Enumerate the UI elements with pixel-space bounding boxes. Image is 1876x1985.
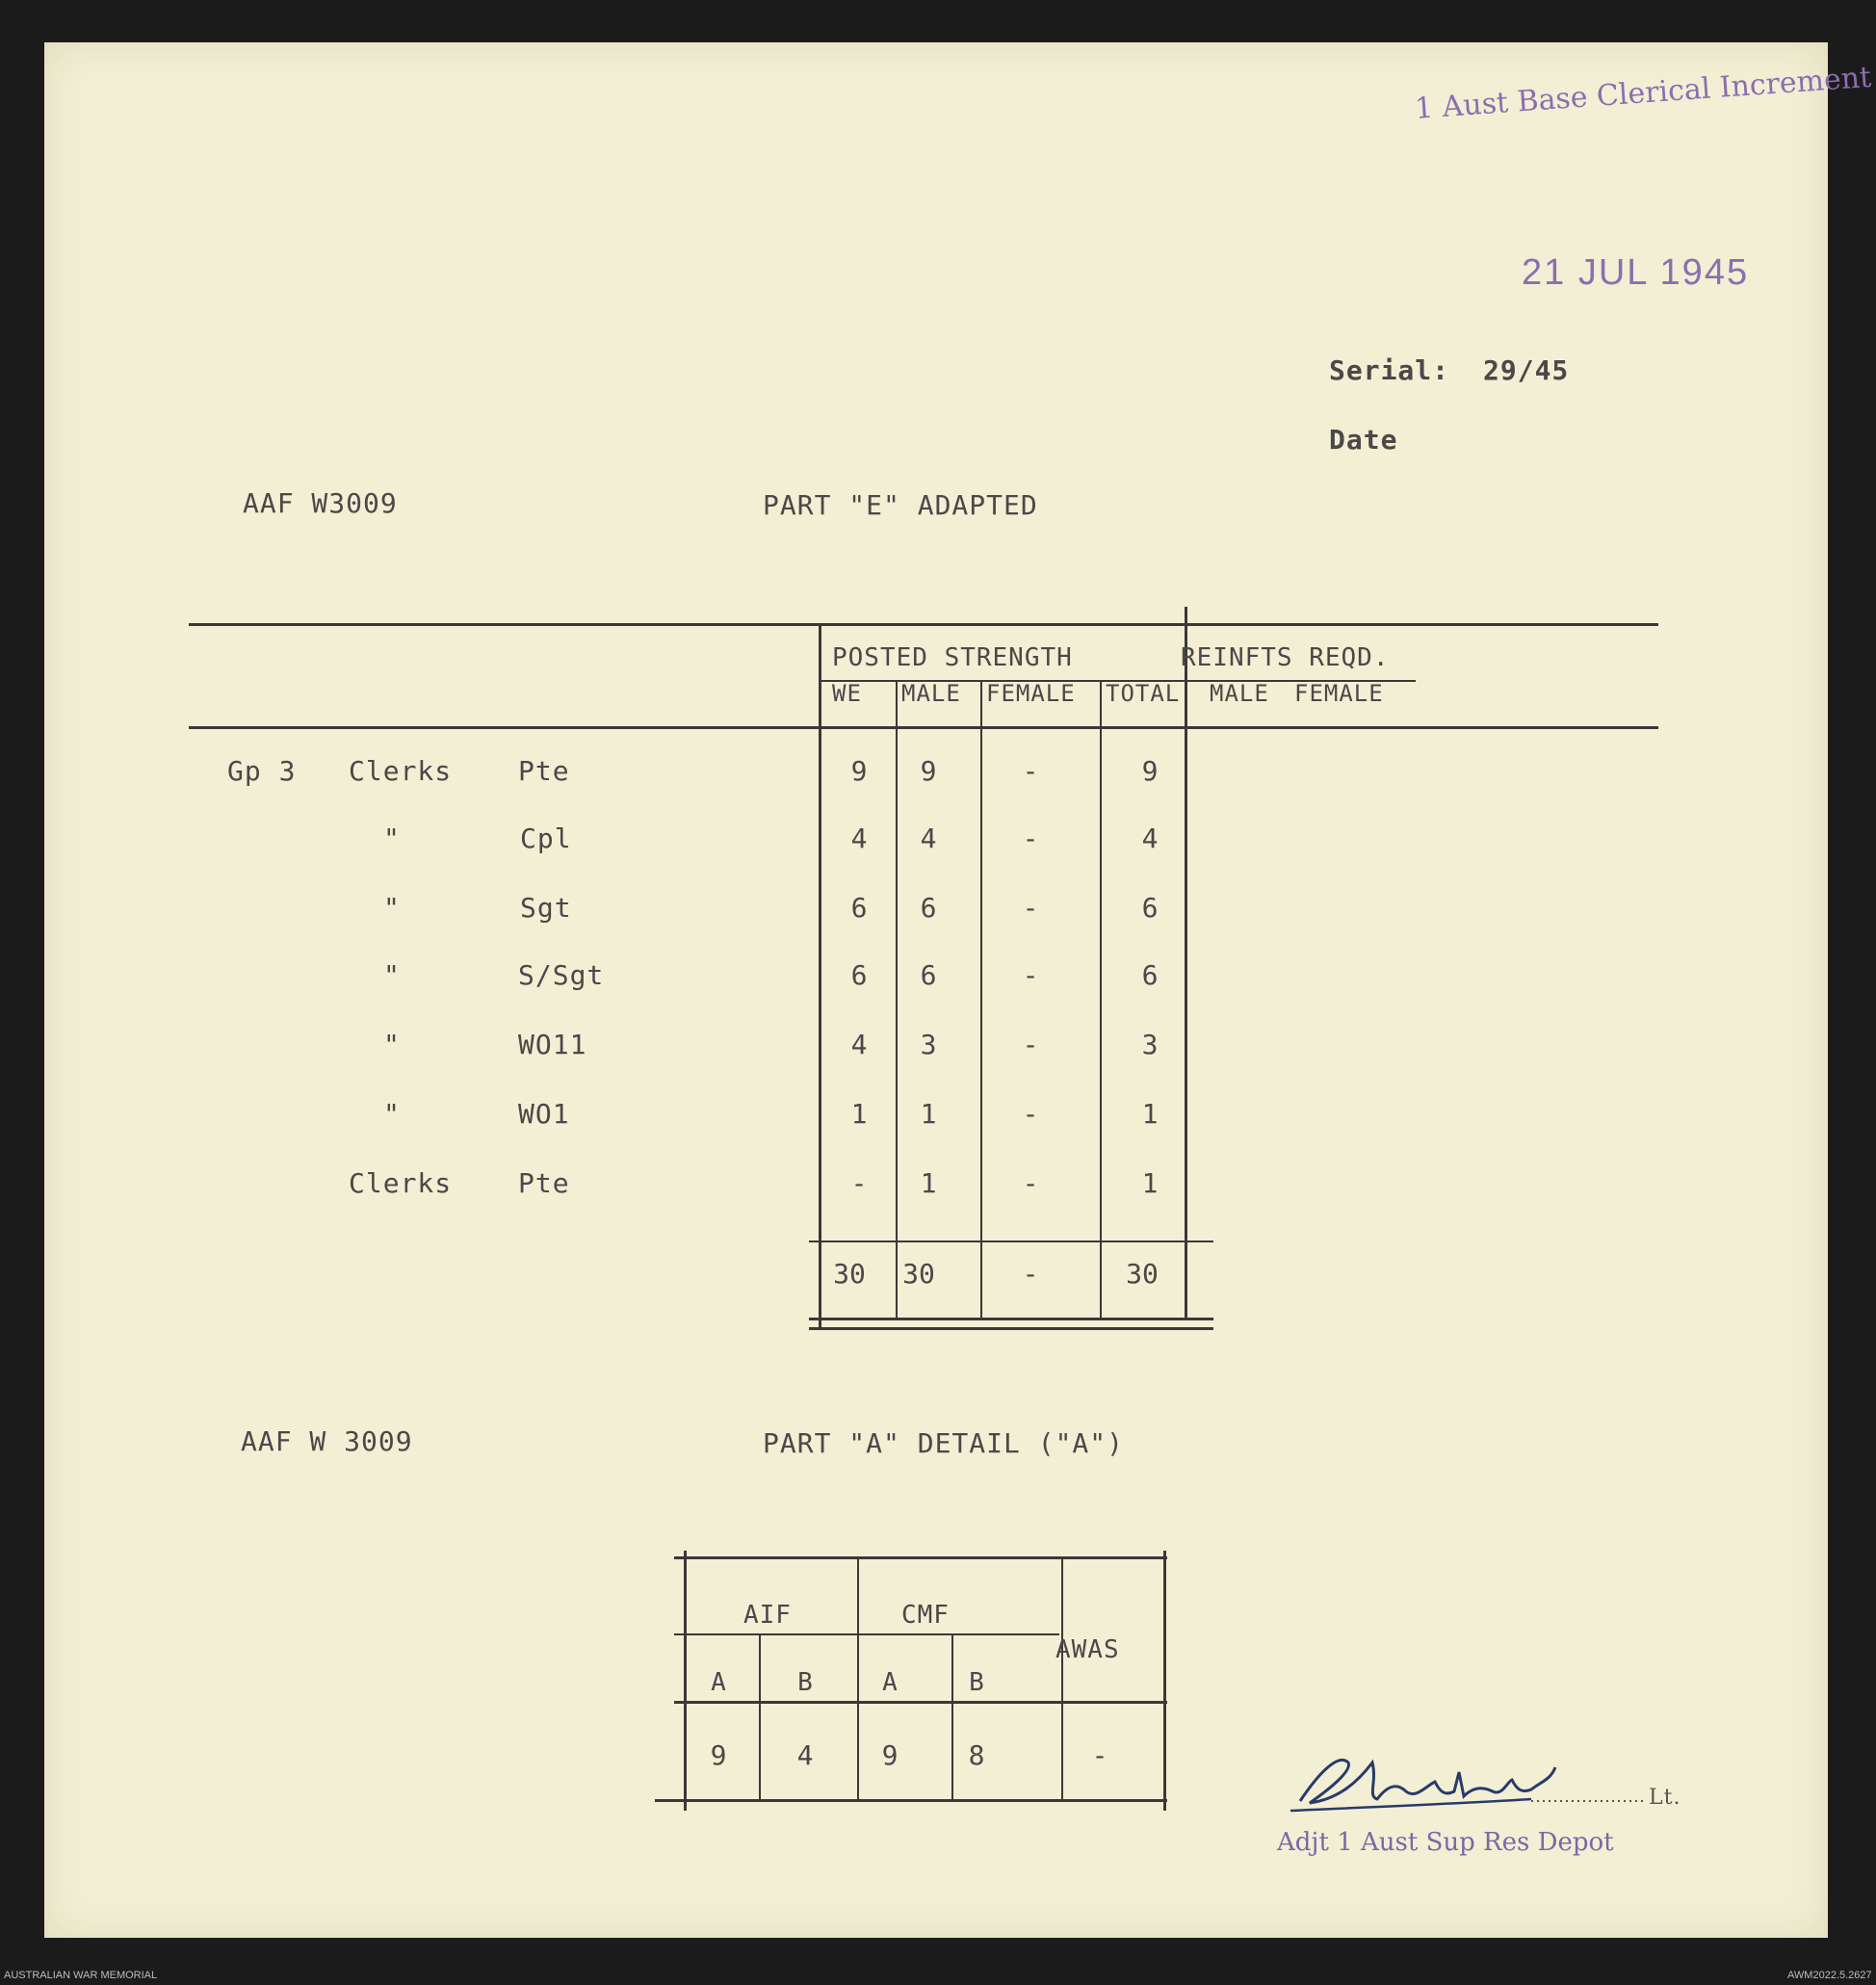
row-male: 9 xyxy=(920,755,937,787)
row-male: 6 xyxy=(920,892,937,924)
row-male: 1 xyxy=(920,1167,937,1199)
row-we: 1 xyxy=(850,1098,868,1130)
row-trade: " xyxy=(383,1029,401,1060)
row-male: 4 xyxy=(920,823,937,854)
row-male: 3 xyxy=(920,1029,937,1060)
row-total: 1 xyxy=(1141,1167,1159,1199)
part-e-title: PART "E" ADAPTED xyxy=(763,489,1038,521)
total-we: 30 xyxy=(833,1258,866,1290)
cmf-b-header: B xyxy=(969,1668,984,1697)
total-total: 30 xyxy=(1126,1258,1159,1290)
col-male-header: MALE xyxy=(901,680,961,707)
row-we: 4 xyxy=(850,823,868,854)
row-group: Gp 3 xyxy=(227,755,297,787)
footer-right: AWM2022.5.2627 xyxy=(1787,1970,1872,1981)
row-trade: " xyxy=(383,959,401,991)
row-total: 3 xyxy=(1141,1029,1159,1060)
part-e-form-number: AAF W3009 xyxy=(243,487,398,519)
row-rank: WO11 xyxy=(518,1029,587,1060)
row-rank: S/Sgt xyxy=(518,959,605,991)
awas-value: - xyxy=(1091,1739,1108,1771)
reinfts-reqd-header: REINFTS REQD. xyxy=(1181,643,1390,672)
row-total: 6 xyxy=(1141,959,1159,991)
row-trade: Clerks xyxy=(349,755,453,787)
row-trade: " xyxy=(383,823,401,854)
row-female: - xyxy=(1022,892,1039,924)
handwritten-signature xyxy=(1281,1743,1685,1820)
row-we: 9 xyxy=(850,755,868,787)
col-we-header: WE xyxy=(832,680,862,707)
row-total: 6 xyxy=(1141,892,1159,924)
date-label: Date xyxy=(1329,424,1398,456)
row-rank: Pte xyxy=(518,755,570,787)
row-rank: Sgt xyxy=(520,892,572,924)
row-male: 6 xyxy=(920,959,937,991)
col-female-header: FEMALE xyxy=(986,680,1076,707)
row-we: 6 xyxy=(850,892,868,924)
signature-title: Adjt 1 Aust Sup Res Depot xyxy=(1277,1828,1614,1857)
aif-a-value: 9 xyxy=(710,1739,727,1771)
col-reinfts-female-header: FEMALE xyxy=(1294,680,1384,707)
cmf-b-value: 8 xyxy=(968,1739,985,1771)
row-rank: Cpl xyxy=(520,823,572,854)
row-female: - xyxy=(1022,1029,1039,1060)
aif-header: AIF xyxy=(743,1601,792,1630)
signature-rank: Lt. xyxy=(1649,1786,1681,1810)
row-female: - xyxy=(1022,823,1039,854)
serial-value: 29/45 xyxy=(1483,354,1570,386)
serial-label: Serial: xyxy=(1329,354,1450,386)
part-a-title: PART "A" DETAIL ("A") xyxy=(763,1427,1125,1459)
row-we: 6 xyxy=(850,959,868,991)
row-rank: Pte xyxy=(518,1167,570,1199)
cmf-a-header: A xyxy=(882,1668,898,1697)
row-we: - xyxy=(850,1167,868,1199)
cmf-a-value: 9 xyxy=(881,1739,899,1771)
row-total: 1 xyxy=(1141,1098,1159,1130)
date-stamp: 21 JUL 1945 xyxy=(1522,252,1750,293)
row-female: - xyxy=(1022,1167,1039,1199)
row-total: 9 xyxy=(1141,755,1159,787)
row-female: - xyxy=(1022,1098,1039,1130)
col-total-header: TOTAL xyxy=(1106,680,1181,707)
aif-b-value: 4 xyxy=(796,1739,814,1771)
footer-left: AUSTRALIAN WAR MEMORIAL xyxy=(4,1970,158,1981)
row-total: 4 xyxy=(1141,823,1159,854)
row-male: 1 xyxy=(920,1098,937,1130)
row-female: - xyxy=(1022,959,1039,991)
part-a-form-number: AAF W 3009 xyxy=(241,1425,413,1457)
row-trade: Clerks xyxy=(349,1167,453,1199)
row-rank: WO1 xyxy=(518,1098,570,1130)
row-female: - xyxy=(1022,755,1039,787)
posted-strength-header: POSTED STRENGTH xyxy=(832,643,1073,672)
total-male: 30 xyxy=(902,1258,935,1290)
aif-a-header: A xyxy=(711,1668,726,1697)
aif-b-header: B xyxy=(797,1668,813,1697)
awas-header: AWAS xyxy=(1055,1635,1120,1664)
row-we: 4 xyxy=(850,1029,868,1060)
row-trade: " xyxy=(383,892,401,924)
unit-stamp: 1 Aust Base Clerical Increment xyxy=(1414,60,1873,126)
col-reinfts-male-header: MALE xyxy=(1210,680,1269,707)
cmf-header: CMF xyxy=(901,1601,950,1630)
total-female: - xyxy=(1022,1258,1039,1290)
row-trade: " xyxy=(383,1098,401,1130)
